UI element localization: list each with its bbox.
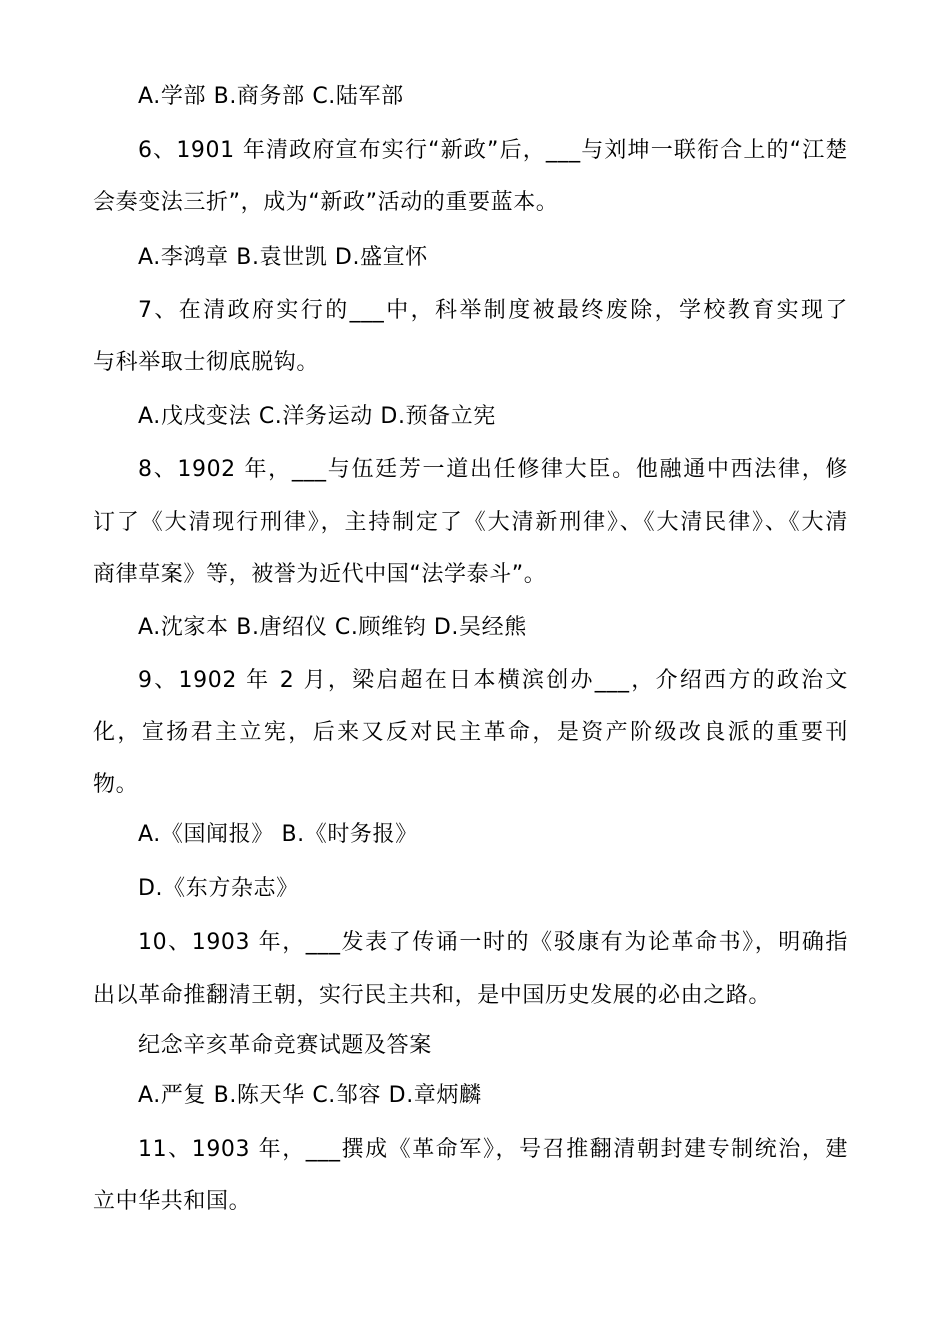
question-8-line-3: 商律草案》等，被誉为近代中国“法学泰斗”。: [93, 562, 547, 587]
question-10-line-2: 出以革命推翻清王朝，实行民主共和，是中国历史发展的必由之路。: [93, 983, 772, 1008]
options-q10: A.严复 B.陈天华 C.邹容 D.章炳麟: [138, 1083, 482, 1108]
options-q5: A.学部 B.商务部 C.陆军部: [138, 84, 404, 109]
question-7-line-1: 7、在清政府实行的___中，科举制度被最终废除，学校教育实现了: [138, 298, 848, 323]
question-9-line-2: 化，宣扬君主立宪，后来又反对民主革命，是资产阶级改良派的重要刊: [93, 720, 848, 745]
question-11-line-2: 立中华共和国。: [93, 1189, 252, 1214]
options-q6: A.李鸿章 B.袁世凯 D.盛宣怀: [138, 245, 428, 270]
running-header: 纪念辛亥革命竞赛试题及答案: [138, 1033, 432, 1058]
question-8-line-1: 8、1902 年，___与伍廷芳一道出任修律大臣。他融通中西法律，修: [138, 457, 848, 482]
question-6-line-1: 6、1901 年清政府宣布实行“新政”后，___与刘坤一联衔合上的“江楚: [138, 138, 848, 163]
question-8-line-2: 订了《大清现行刑律》，主持制定了《大清新刑律》、《大清民律》、《大清: [93, 510, 848, 535]
question-7-line-2: 与科举取士彻底脱钩。: [93, 350, 320, 375]
options-q9-line-2: D.《东方杂志》: [138, 876, 299, 901]
question-11-line-1: 11、1903 年，___撰成《革命军》，号召推翻清朝封建专制统治，建: [138, 1137, 848, 1162]
options-q8: A.沈家本 B.唐绍仪 C.顾维钧 D.吴经熊: [138, 615, 527, 640]
options-q9-line-1: A.《国闻报》 B.《时务报》: [138, 822, 418, 847]
question-10-line-1: 10、1903 年，___发表了传诵一时的《驳康有为论革命书》，明确指: [138, 930, 848, 955]
options-q7: A.戊戌变法 C.洋务运动 D.预备立宪: [138, 404, 496, 429]
question-6-line-2: 会奏变法三折”，成为“新政”活动的重要蓝本。: [93, 190, 559, 215]
question-9-line-3: 物。: [93, 772, 139, 797]
question-9-line-1: 9、1902 年 2 月，梁启超在日本横滨创办___，介绍西方的政治文: [138, 668, 848, 693]
